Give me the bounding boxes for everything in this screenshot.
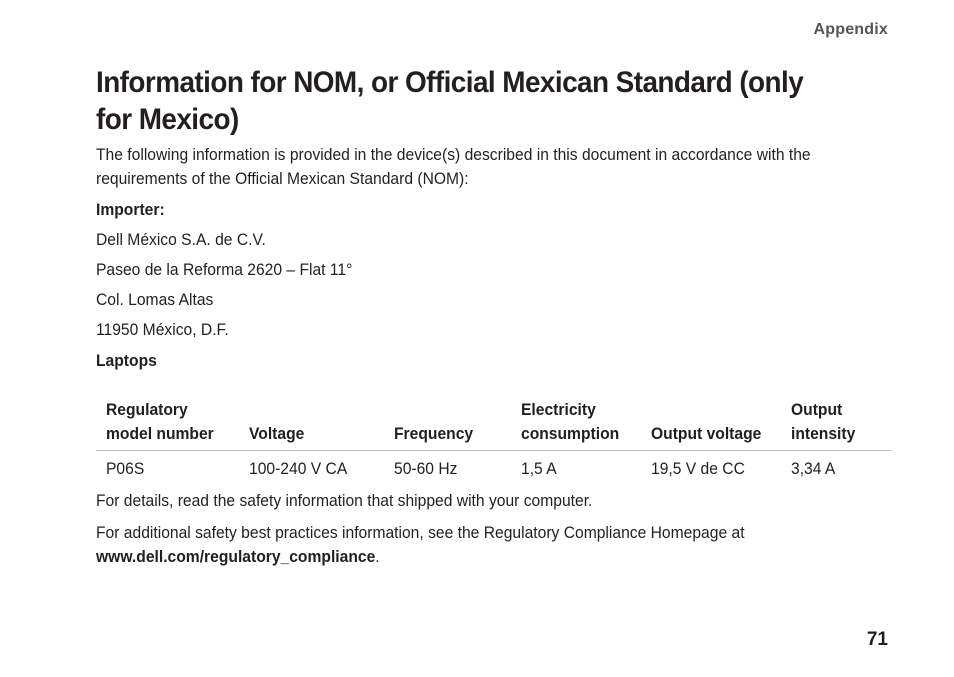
intro-paragraph: The following information is provided in the device(s) described in this document in accordance with the requirements of the Official Mexican Standard (NOM):: [96, 145, 811, 188]
table-row: [96, 451, 891, 482]
header-electricity-consumption: Electricity consumption: [511, 398, 641, 451]
importer-address-line: Col. Lomas Altas: [96, 290, 214, 309]
importer-label: Importer:: [96, 200, 165, 219]
header-voltage: Voltage: [239, 398, 384, 451]
laptops-label: Laptops: [96, 351, 157, 370]
importer-address-line: Dell México S.A. de C.V.: [96, 230, 266, 249]
page-number: 71: [866, 629, 888, 650]
importer-address-line: 11950 México, D.F.: [96, 320, 229, 339]
header-frequency: Frequency: [384, 398, 512, 451]
table-cell: 100-240 V CA: [248, 459, 348, 478]
table-cell: 3,34 A: [791, 459, 836, 478]
page-title: Information for NOM, or Official Mexican Standard (only for Mexico): [96, 66, 804, 136]
safety-text: For additional safety best practices information, see the Regulatory Compliance Homepage at: [96, 523, 745, 542]
table-header-row: [96, 398, 891, 451]
header-model-number: Regulatory model number: [96, 398, 239, 451]
details-paragraph: For details, read the safety information that shipped with your computer.: [96, 491, 593, 510]
section-label: Appendix: [813, 21, 888, 38]
table-cell: P06S: [106, 459, 145, 478]
table-cell: 19,5 V de CC: [651, 459, 746, 478]
safety-paragraph: [96, 521, 860, 569]
specifications-table: [96, 398, 891, 481]
safety-end: .: [375, 547, 380, 566]
table-cell: 1,5 A: [521, 459, 558, 478]
importer-address-line: Paseo de la Reforma 2620 – Flat 11°: [96, 260, 353, 279]
header-output-intensity: Output intensity: [781, 398, 891, 451]
regulatory-compliance-link[interactable]: www.dell.com/regulatory_compliance: [96, 547, 376, 566]
table-cell: 50-60 Hz: [393, 459, 458, 478]
header-output-voltage: Output voltage: [641, 398, 781, 451]
